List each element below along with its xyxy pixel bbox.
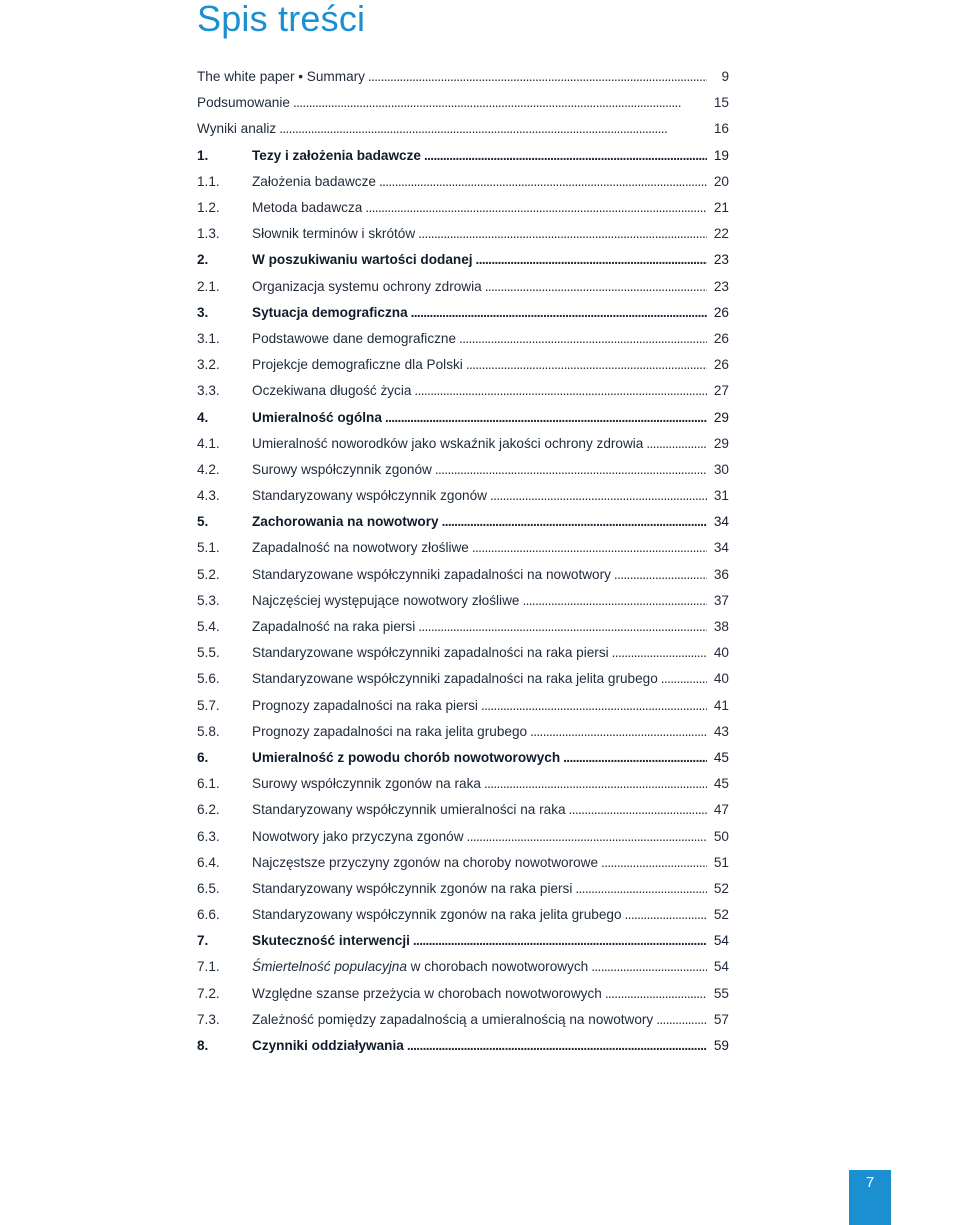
toc-entry-number: 5.2. — [197, 566, 220, 582]
toc-entry-page: 26 — [713, 330, 729, 346]
toc-entry-number: 6.5. — [197, 880, 220, 896]
toc-entry-number: 7.3. — [197, 1011, 220, 1027]
toc-entry-page: 23 — [713, 278, 729, 294]
toc-entry[interactable] — [197, 745, 729, 771]
toc-entry-label: Wyniki analiz — [197, 121, 277, 137]
toc-entry-page: 52 — [713, 880, 729, 896]
toc-entry-label: Standaryzowany współczynnik zgonów — [252, 488, 487, 504]
toc-entry-label: Standaryzowane współczynniki zapadalności na raka jelita grubego — [252, 671, 658, 687]
toc-entry-number: 5. — [197, 514, 209, 530]
toc-dot-leader — [435, 462, 707, 478]
toc-dot-leader — [522, 593, 707, 609]
toc-dot-leader — [379, 174, 707, 190]
toc-entry-page: 20 — [713, 173, 729, 189]
toc-entry-page: 23 — [713, 252, 729, 268]
toc-entry-number: 5.4. — [197, 619, 220, 635]
toc-dot-leader — [411, 305, 707, 321]
toc-entry[interactable] — [197, 143, 729, 169]
toc-entry-label: Tezy i założenia badawcze — [252, 147, 421, 163]
toc-entry-label: Umieralność z powodu chorób nowotworowych — [252, 749, 561, 765]
page-number: 7 — [865, 1174, 875, 1191]
toc-entry-page: 16 — [713, 121, 729, 137]
toc-entry-page: 57 — [713, 1011, 729, 1027]
toc-entry-number: 7.1. — [197, 959, 220, 975]
toc-entry-page: 40 — [713, 671, 729, 687]
toc-entry-number: 3.3. — [197, 383, 220, 399]
toc-entry-label: Czynniki oddziaływania — [252, 1038, 404, 1054]
toc-entry-label: Standaryzowany współczynnik umieralności na raka — [252, 802, 566, 818]
toc-entry-number: 2.1. — [197, 278, 220, 294]
toc-entry-page: 59 — [713, 1038, 729, 1054]
toc-entry[interactable] — [197, 457, 729, 483]
toc-entry[interactable] — [197, 509, 729, 535]
toc-entry-label: Nowotwory jako przyczyna zgonów — [252, 828, 464, 844]
toc-entry-number: 5.7. — [197, 697, 220, 713]
toc-dot-leader — [418, 619, 707, 635]
toc-entry-page: 51 — [713, 854, 729, 870]
toc-entry-page: 34 — [713, 540, 729, 556]
toc-entry[interactable] — [197, 535, 729, 561]
toc-dot-leader — [472, 540, 707, 556]
toc-entry-label-rest: w chorobach nowotworowych — [406, 959, 589, 975]
toc-entry[interactable] — [197, 404, 729, 430]
toc-entry-number: 5.1. — [197, 540, 220, 556]
toc-dot-leader — [418, 226, 707, 242]
toc-entry-page: 52 — [713, 907, 729, 923]
toc-entry-page: 15 — [713, 95, 729, 111]
toc-dot-leader — [591, 959, 707, 975]
toc-entry-page: 36 — [713, 566, 729, 582]
toc-entry-number: 4.1. — [197, 435, 220, 451]
toc-entry[interactable] — [197, 588, 729, 614]
toc-entry-page: 50 — [713, 828, 729, 844]
toc-dot-leader — [442, 514, 707, 530]
toc-entry-page: 22 — [713, 226, 729, 242]
toc-entry-label: Skuteczność interwencji — [252, 933, 410, 949]
toc-dot-leader — [279, 121, 707, 137]
toc-dot-leader — [424, 148, 707, 164]
toc-entry[interactable] — [197, 221, 729, 247]
toc-dot-leader — [467, 829, 707, 845]
toc-entry-label: The white paper • Summary — [197, 69, 365, 85]
toc-entry-number: 6.6. — [197, 907, 220, 923]
toc-entry-number: 4. — [197, 409, 209, 425]
toc-entry[interactable] — [197, 771, 729, 797]
table-of-contents — [197, 64, 729, 1059]
toc-entry-page: 40 — [713, 645, 729, 661]
toc-entry-number: 5.3. — [197, 592, 220, 608]
toc-entry[interactable] — [197, 562, 729, 588]
toc-entry-page: 29 — [713, 409, 729, 425]
toc-entry[interactable] — [197, 823, 729, 849]
toc-entry-page: 38 — [713, 619, 729, 635]
toc-dot-leader — [656, 1012, 707, 1028]
toc-entry-number: 5.5. — [197, 645, 220, 661]
toc-entry-number: 6.3. — [197, 828, 220, 844]
toc-entry[interactable] — [197, 981, 729, 1007]
toc-entry-label: Standaryzowany współczynnik zgonów na raka jelita grubego — [252, 907, 622, 923]
toc-entry-label: Oczekiwana długość życia — [252, 383, 412, 399]
toc-entry[interactable] — [197, 90, 729, 116]
toc-entry-label: W poszukiwaniu wartości dodanej — [252, 252, 473, 268]
toc-entry[interactable] — [197, 169, 729, 195]
toc-entry-label: Prognozy zapadalności na raka piersi — [252, 697, 478, 713]
toc-entry-number: 6. — [197, 749, 209, 765]
toc-dot-leader — [385, 410, 707, 426]
toc-entry[interactable] — [197, 719, 729, 745]
toc-entry-label: Zależność pomiędzy zapadalnością a umieralnością na nowotwory — [252, 1011, 654, 1027]
toc-entry[interactable] — [197, 954, 729, 980]
toc-entry-page: 26 — [713, 357, 729, 373]
toc-dot-leader — [476, 252, 707, 268]
toc-entry-label: Założenia badawcze — [252, 173, 376, 189]
toc-entry-page: 54 — [713, 933, 729, 949]
toc-dot-leader — [368, 69, 707, 85]
toc-entry[interactable] — [197, 693, 729, 719]
toc-dot-leader — [646, 436, 707, 452]
toc-entry[interactable] — [197, 928, 729, 954]
toc-dot-leader — [484, 776, 707, 792]
toc-dot-leader — [481, 698, 707, 714]
toc-entry[interactable] — [197, 666, 729, 692]
toc-entry[interactable] — [197, 483, 729, 509]
toc-entry-number: 8. — [197, 1038, 209, 1054]
toc-dot-leader — [293, 95, 707, 111]
toc-entry[interactable] — [197, 431, 729, 457]
toc-entry-number: 3. — [197, 304, 209, 320]
toc-dot-leader — [459, 331, 707, 347]
toc-dot-leader — [466, 357, 707, 373]
toc-entry[interactable] — [197, 116, 729, 142]
toc-entry-number: 5.8. — [197, 723, 220, 739]
toc-entry-label: Standaryzowane współczynniki zapadalności na raka piersi — [252, 645, 609, 661]
toc-entry-number: 1.1. — [197, 173, 220, 189]
toc-entry-label: Standaryzowany współczynnik zgonów na raka piersi — [252, 880, 573, 896]
page-title: Spis treści — [197, 0, 366, 39]
toc-entry-label: Podstawowe dane demograficzne — [252, 330, 457, 346]
toc-entry-number: 7. — [197, 933, 209, 949]
toc-entry[interactable] — [197, 797, 729, 823]
toc-dot-leader — [612, 645, 707, 661]
toc-entry-page: 29 — [713, 435, 729, 451]
toc-entry-label: Podsumowanie — [197, 95, 290, 111]
toc-entry[interactable] — [197, 850, 729, 876]
toc-entry-page: 19 — [713, 147, 729, 163]
toc-entry-number: 1. — [197, 147, 209, 163]
toc-entry-number: 6.1. — [197, 776, 220, 792]
toc-entry-label: Najczęściej występujące nowotwory złośliwe — [252, 592, 520, 608]
toc-entry-label: Zapadalność na nowotwory złośliwe — [252, 540, 469, 556]
toc-entry-page: 45 — [713, 749, 729, 765]
toc-entry-label: Względne szanse przeżycia w chorobach nowotworowych — [252, 985, 602, 1001]
toc-entry[interactable] — [197, 352, 729, 378]
toc-entry-label: Sytuacja demograficzna — [252, 304, 408, 320]
toc-entry-page: 55 — [713, 985, 729, 1001]
page-number-box — [849, 1170, 891, 1225]
toc-entry-page: 27 — [713, 383, 729, 399]
toc-entry[interactable] — [197, 902, 729, 928]
toc-entry-page: 30 — [713, 461, 729, 477]
toc-dot-leader — [407, 1038, 707, 1054]
toc-dot-leader — [485, 279, 707, 295]
toc-entry-number: 6.2. — [197, 802, 220, 818]
toc-entry-page: 31 — [713, 488, 729, 504]
toc-entry[interactable] — [197, 1033, 729, 1059]
toc-entry-label: Umieralność ogólna — [252, 409, 382, 425]
toc-dot-leader — [365, 200, 707, 216]
toc-entry-number: 7.2. — [197, 985, 220, 1001]
toc-entry-label: Projekcje demograficzne dla Polski — [252, 357, 463, 373]
toc-dot-leader — [414, 383, 707, 399]
toc-entry-number: 4.2. — [197, 461, 220, 477]
toc-entry-label: Organizacja systemu ochrony zdrowia — [252, 278, 482, 294]
toc-entry-label: Słownik terminów i skrótów — [252, 226, 416, 242]
toc-entry[interactable] — [197, 64, 729, 90]
toc-entry-label — [252, 959, 588, 975]
toc-entry-number: 5.6. — [197, 671, 220, 687]
toc-entry-page: 9 — [721, 69, 729, 85]
toc-entry-page: 47 — [713, 802, 729, 818]
toc-entry-number: 3.1. — [197, 330, 220, 346]
toc-entry[interactable] — [197, 378, 729, 404]
toc-dot-leader — [625, 907, 707, 923]
toc-entry-label: Zachorowania na nowotwory — [252, 514, 439, 530]
toc-entry-label: Surowy współczynnik zgonów — [252, 461, 432, 477]
toc-entry[interactable] — [197, 876, 729, 902]
toc-dot-leader — [413, 933, 707, 949]
toc-entry-number: 4.3. — [197, 488, 220, 504]
toc-entry-number: 2. — [197, 252, 209, 268]
toc-entry-label-italic: Śmiertelność populacyjna — [252, 959, 407, 975]
toc-entry-page: 34 — [713, 514, 729, 530]
toc-entry-number: 6.4. — [197, 854, 220, 870]
toc-entry-page: 43 — [713, 723, 729, 739]
toc-dot-leader — [575, 881, 707, 897]
toc-entry[interactable] — [197, 640, 729, 666]
toc-entry-number: 1.2. — [197, 200, 220, 216]
toc-entry[interactable] — [197, 614, 729, 640]
toc-entry-label: Surowy współczynnik zgonów na raka — [252, 776, 481, 792]
toc-dot-leader — [614, 567, 707, 583]
toc-entry-label: Umieralność noworodków jako wskaźnik jakości ochrony zdrowia — [252, 435, 644, 451]
toc-entry-page: 54 — [713, 959, 729, 975]
toc-entry[interactable] — [197, 195, 729, 221]
toc-entry-label: Najczęstsze przyczyny zgonów na choroby nowotworowe — [252, 854, 599, 870]
toc-dot-leader — [601, 855, 707, 871]
toc-entry-number: 3.2. — [197, 357, 220, 373]
toc-entry-label: Metoda badawcza — [252, 200, 363, 216]
toc-entry-number: 1.3. — [197, 226, 220, 242]
toc-entry-label: Standaryzowane współczynniki zapadalności na nowotwory — [252, 566, 611, 582]
toc-entry[interactable] — [197, 274, 729, 300]
toc-entry[interactable] — [197, 326, 729, 352]
toc-entry[interactable] — [197, 247, 729, 273]
toc-entry-page: 21 — [713, 200, 729, 216]
toc-entry-page: 45 — [713, 776, 729, 792]
toc-entry-label: Prognozy zapadalności na raka jelita grubego — [252, 723, 528, 739]
toc-dot-leader — [569, 802, 707, 818]
toc-entry-label: Zapadalność na raka piersi — [252, 619, 416, 635]
toc-entry-page: 37 — [713, 592, 729, 608]
toc-entry[interactable] — [197, 1007, 729, 1033]
toc-dot-leader — [605, 986, 707, 1002]
toc-dot-leader — [490, 488, 707, 504]
toc-entry[interactable] — [197, 300, 729, 326]
toc-entry-page: 26 — [713, 304, 729, 320]
toc-dot-leader — [530, 724, 707, 740]
toc-entry-page: 41 — [713, 697, 729, 713]
toc-dot-leader — [563, 750, 707, 766]
toc-dot-leader — [661, 671, 707, 687]
